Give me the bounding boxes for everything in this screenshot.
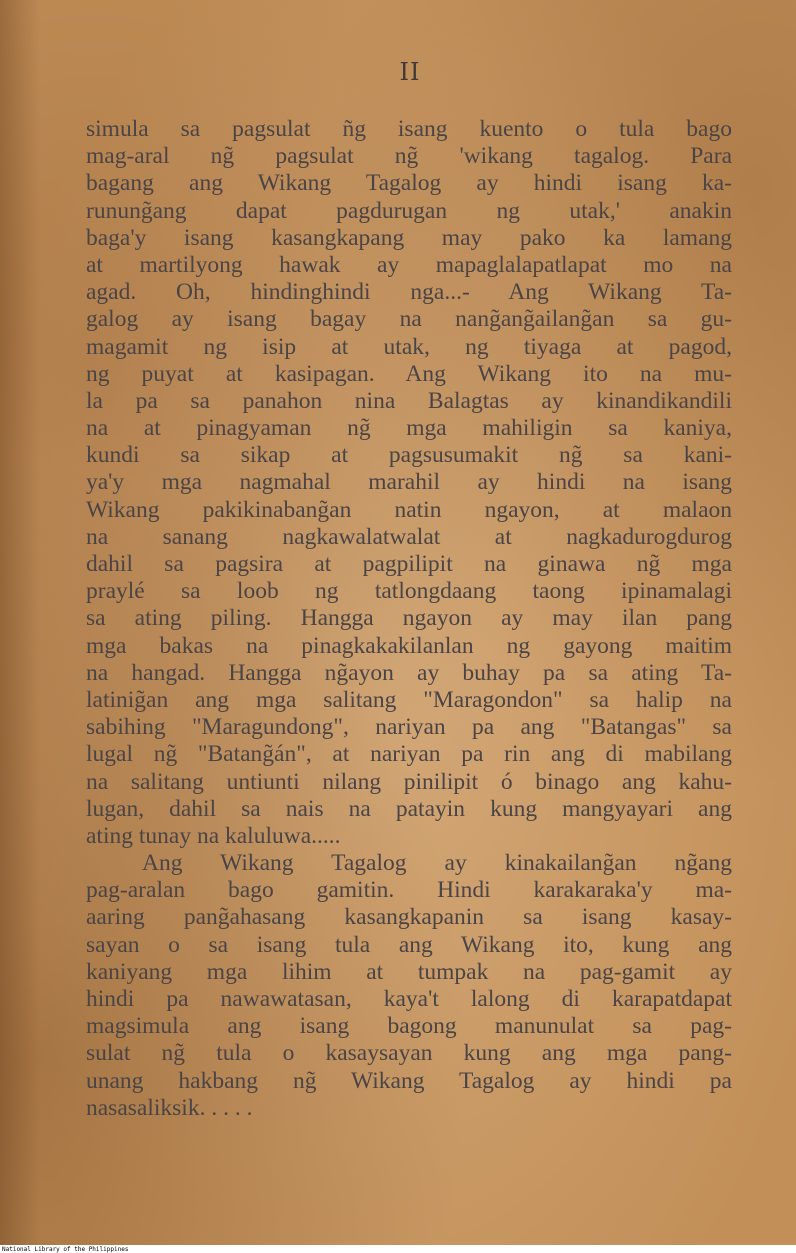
text-line: pag-aralan bago gamitin. Hindi karakaraka'y ma- [86,877,732,904]
text-line: praylé sa loob ng tatlongdaang taong ipinamalagi [86,578,732,605]
text-line: mga bakas na pinagkakakilanlan ng gayong maitim [86,632,732,659]
text-line: Ang Wikang Tagalog ay kinakailang̃an ng̃ang [142,850,732,877]
text-line: sa ating piling. Hangga ngayon ay may ilan pang [86,605,732,632]
text-line: mag-aral ng̃ pagsulat ng̃ 'wikang tagalog. Para [86,143,732,170]
text-line: na sanang nagkawalatwalat at nagkadurogdurog [86,523,732,550]
text-line: nasasaliksik. . . . . [86,1094,253,1121]
text-line: magsimula ang isang bagong manunulat sa pag- [86,1013,732,1040]
body-text [86,116,732,1122]
text-line: baga'y isang kasangkapang may pako ka lamang [86,224,732,251]
text-line: Wikang pakikinabang̃an natin ngayon, at malaon [86,496,732,523]
text-line: sulat ng̃ tula o kasaysayan kung ang mga pang- [86,1040,732,1067]
text-line: kaniyang mga lihim at tumpak na pag-gamit ay [86,958,732,985]
library-credit: National Library of the Philippines [2,1246,129,1253]
text-line: na hangad. Hangga ng̃ayon ay buhay pa sa ating Ta- [86,659,732,686]
text-line: na at pinagyaman ng̃ mga mahiligin sa kaniya, [86,415,732,442]
text-line: aaring pang̃ahasang kasangkapanin sa isang kasay- [86,904,732,931]
text-line: ya'y mga nagmahal marahil ay hindi na isang [86,469,732,496]
text-line: simula sa pagsulat ñg isang kuento o tula bago [86,116,732,142]
text-line: runung̃ang dapat pagdurugan ng utak,' anakin [86,197,732,224]
text-line: dahil sa pagsira at pagpilipit na ginawa ng̃ mga [86,551,732,577]
text-line: magamit ng isip at utak, ng tiyaga at pagod, [86,333,732,360]
text-line: agad. Oh, hindinghindi nga...- Ang Wikang Ta- [86,279,732,306]
text-line: lugal ng̃ "Batang̃án", at nariyan pa rin ang di mabilang [86,741,732,768]
text-line: ating tunay na kaluluwa..... [86,822,341,849]
text-line: bagang ang Wikang Tagalog ay hindi isang ka- [86,170,732,197]
text-line: sabihing "Maragundong", nariyan pa ang "Batangas" sa [86,714,732,741]
text-line: hindi pa nawawatasan, kaya't lalong di karapatdapat [86,986,732,1012]
text-line: na salitang untiunti nilang pinilipit ó binago ang kahu- [86,768,732,795]
text-line: sayan o sa isang tula ang Wikang ito, kung ang [86,931,732,958]
text-line: kundi sa sikap at pagsusumakit ng̃ sa kani- [86,442,732,469]
text-line: galog ay isang bagay na nang̃ang̃ailang̃an sa gu- [86,306,732,333]
page-number: II [399,58,421,86]
text-line: la pa sa panahon nina Balagtas ay kinandikandili [86,387,732,414]
text-line: ng puyat at kasipagan. Ang Wikang ito na mu- [86,360,732,387]
text-line: at martilyong hawak ay mapaglalapatlapat mo na [86,251,732,278]
text-line: latinig̃an ang mga salitang "Maragondon" sa halip na [86,686,732,713]
text-line: unang hakbang ng̃ Wikang Tagalog ay hindi pa [86,1067,732,1094]
text-line: lugan, dahil sa nais na patayin kung mangyayari ang [86,795,732,822]
